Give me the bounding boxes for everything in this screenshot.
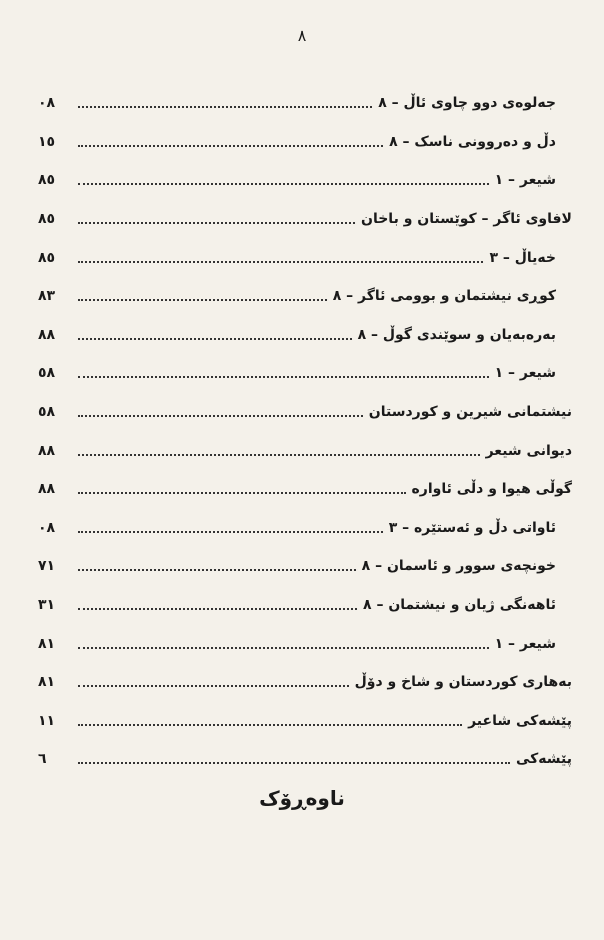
toc-row (38, 84, 572, 123)
toc-dot-leader (78, 222, 355, 224)
toc-dot-leader (78, 492, 406, 494)
toc-entry-title: دیوانی شیعر (485, 442, 572, 459)
toc-entry-title: جەلوەی دوو چاوی ئاڵ – ٨ (378, 95, 556, 112)
toc-page-number: ٨٨ (38, 481, 56, 498)
toc-entry-title: گوڵی هیوا و دڵی ئاوارە (411, 481, 572, 498)
toc-page-number: ٨٨ (38, 326, 56, 343)
toc-page-number: ٨٥ (38, 249, 56, 266)
toc-entry-title: دڵ و دەروونی ناسک – ٨ (389, 133, 556, 150)
toc-entry-title: شیعر – ١ (494, 635, 556, 652)
toc-dot-leader (78, 106, 372, 108)
toc-entry-title: ئاواتی دڵ و ئەستێرە – ٣ (388, 519, 556, 536)
toc-page-number: ٨٣ (38, 288, 56, 305)
toc-row (38, 277, 572, 316)
toc-row (38, 238, 572, 277)
toc-dot-leader (78, 376, 489, 378)
toc-dot-leader (78, 531, 383, 533)
toc-page-number: ٨٥ (38, 172, 56, 189)
toc-page-number: ١٥ (38, 133, 56, 150)
toc-row (38, 624, 572, 663)
page-number: ٨ (297, 26, 307, 45)
toc-row (38, 431, 572, 470)
toc-dot-leader (78, 338, 352, 340)
toc-row (38, 123, 572, 162)
toc-dot-leader (78, 454, 480, 456)
toc-entry-title: لافاوی ئاگر – کوێستان و باخان (361, 211, 572, 228)
toc-entry-title: کوڕی نیشتمان و بوومی ئاگر – ٨ (332, 288, 556, 305)
toc-dot-leader (78, 261, 483, 263)
toc-dot-leader (78, 145, 383, 147)
toc-entry-title: خەیاڵ – ٣ (489, 249, 556, 266)
toc-entry-title: شیعر – ١ (494, 365, 556, 382)
toc-entry-title: ئاهەنگی ژیان و نیشتمان – ٨ (363, 597, 556, 614)
toc-dot-leader (78, 608, 357, 610)
toc-entry-title: پێشەکی (515, 751, 572, 768)
toc-dot-leader (78, 569, 356, 571)
toc-row (38, 586, 572, 625)
toc-dot-leader (78, 724, 462, 726)
toc-page-number: ٨١ (38, 674, 56, 691)
toc-dot-leader (78, 762, 510, 764)
toc-page-number: ٥٨ (38, 404, 56, 421)
toc-page-number: ٧١ (38, 558, 56, 575)
toc-entry-title: نیشتمانی شیرین و کوردستان (368, 404, 572, 421)
toc-row (38, 740, 572, 779)
toc-page-number: ٨٨ (38, 442, 56, 459)
toc-page-number: ٦ (38, 751, 47, 768)
toc-page-number: ٣١ (38, 597, 56, 614)
toc-entry-title: بەهاری کوردستان و شاخ و دۆڵ (354, 674, 572, 691)
toc-row (38, 663, 572, 702)
toc-page-number: ٠٨ (38, 519, 56, 536)
toc-page-number: ٨١ (38, 635, 56, 652)
toc-dot-leader (78, 299, 327, 301)
toc-page-number: ٠٨ (38, 95, 56, 112)
toc-row (38, 200, 572, 239)
toc-entry-title: پێشەکی شاعیر (468, 712, 572, 729)
toc-row (38, 547, 572, 586)
footer-heading: ناوەڕۆک (259, 786, 345, 810)
toc-dot-leader (78, 685, 349, 687)
toc-row (38, 161, 572, 200)
toc-row (38, 702, 572, 741)
toc-dot-leader (78, 183, 489, 185)
toc-dot-leader (78, 415, 363, 417)
table-of-contents (38, 84, 572, 779)
toc-page-number: ٨٥ (38, 211, 56, 228)
toc-row (38, 509, 572, 548)
toc-row (38, 316, 572, 355)
toc-row (38, 470, 572, 509)
toc-entry-title: شیعر – ١ (494, 172, 556, 189)
toc-page-number: ١١ (38, 712, 56, 729)
toc-dot-leader (78, 647, 489, 649)
toc-page-number: ٥٨ (38, 365, 56, 382)
toc-row (38, 354, 572, 393)
toc-entry-title: خونچەی سوور و ئاسمان – ٨ (361, 558, 556, 575)
toc-entry-title: بەرەبەیان و سوێندی گوڵ – ٨ (357, 326, 556, 343)
toc-row (38, 393, 572, 432)
